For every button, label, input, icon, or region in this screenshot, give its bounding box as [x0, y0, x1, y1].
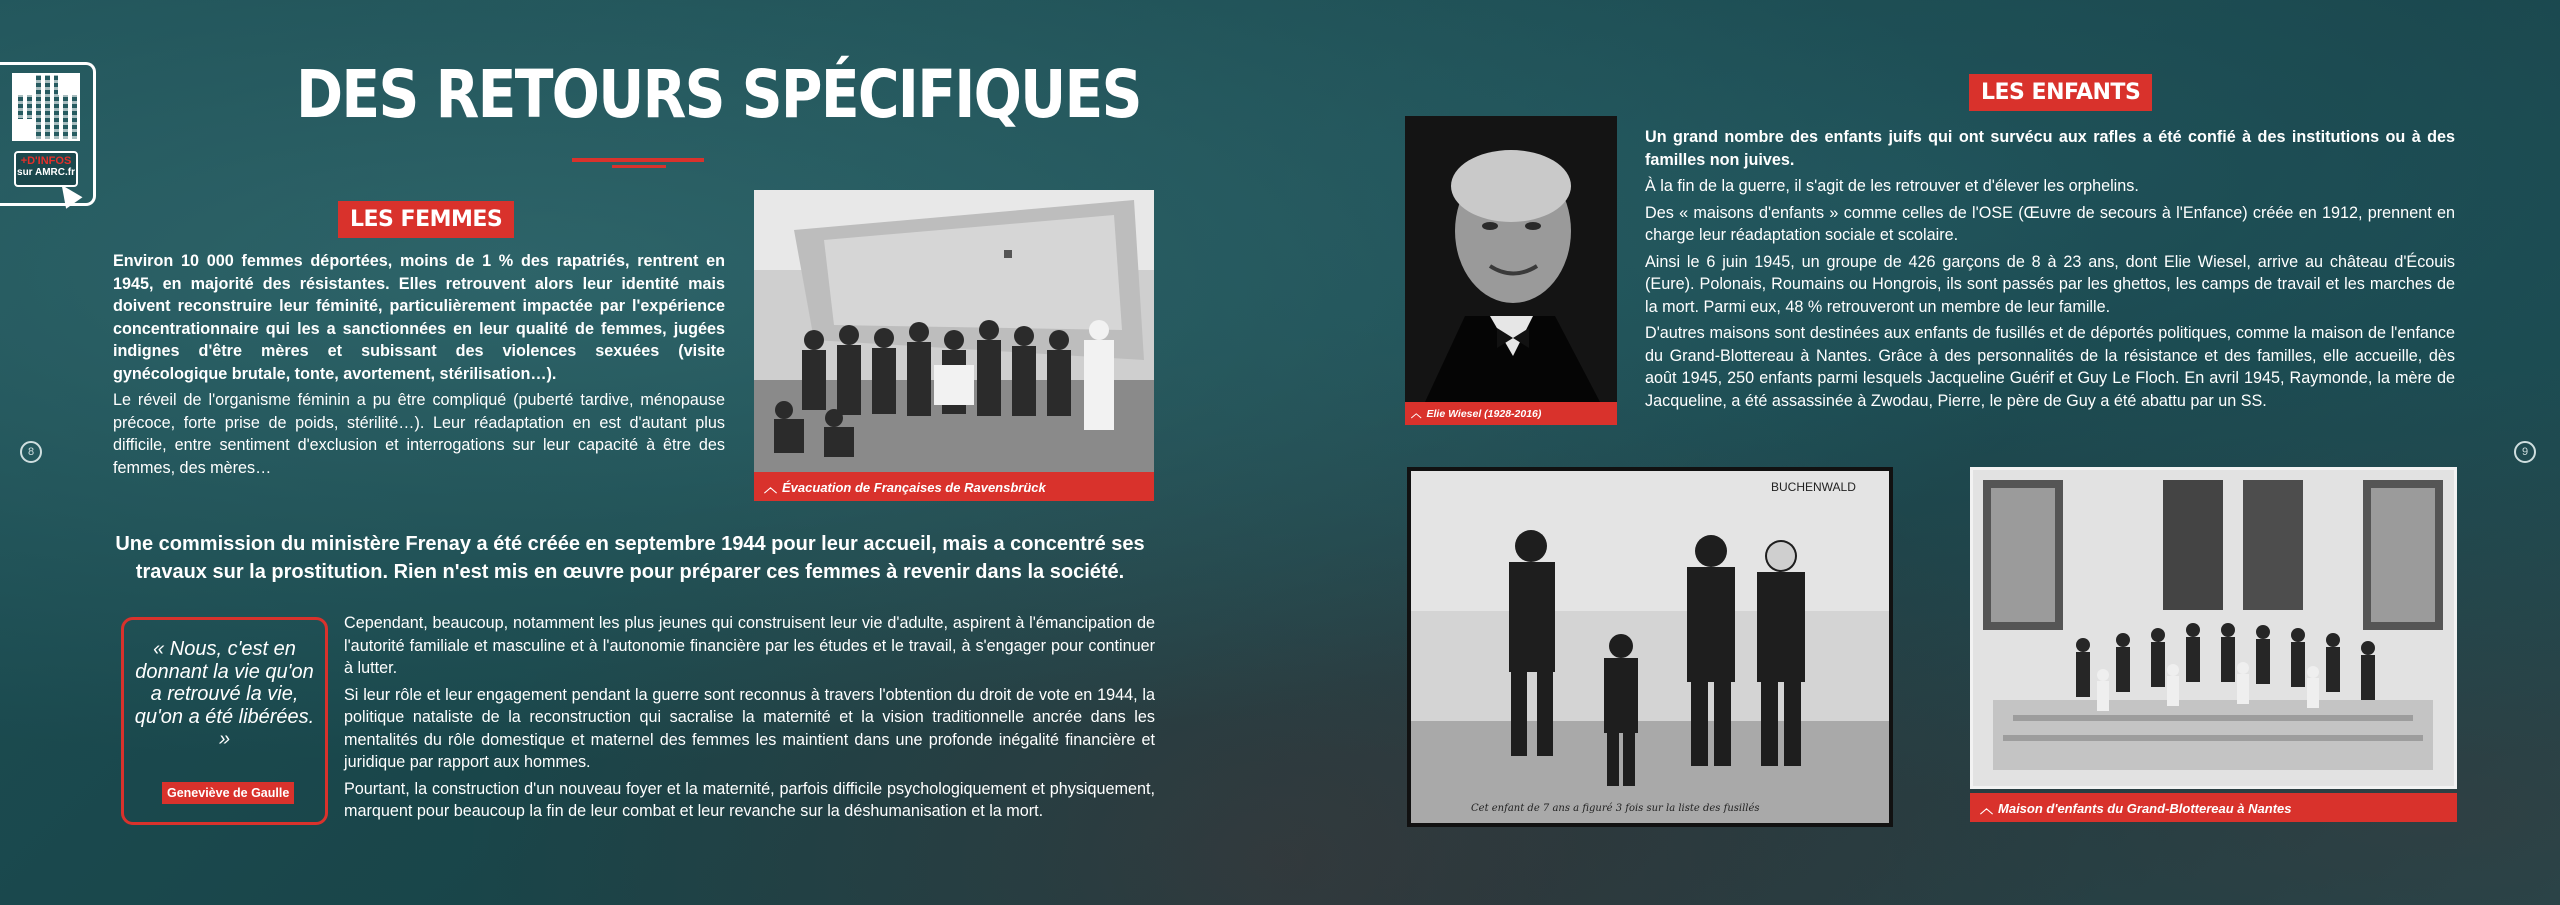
children-text — [1645, 126, 2455, 416]
page-number-right: 9 — [2514, 441, 2536, 463]
children-paragraph-5: D'autres maisons sont destinées aux enfants de fusillés et de déportés politiques, comme la maison de l'enfance du Grand-Blottereau à Nantes. Grâce à des personnalités de la résistance et des familles, elle accueille, dès août 1945, 250 enfants parmi lesquels Jacqueline Guérif et Guy Le Floch. En avril 1945, Raymonde, la mère de Jacqueline, a été assassinée à Zwodau, Pierre, le père de Guy a été abattu par un SS. — [1645, 324, 2455, 410]
women-closing-text — [344, 612, 1155, 827]
quote-text: « Nous, c'est en donnant la vie qu'on a retrouvé la vie, qu'on a été libérées. » — [134, 638, 315, 750]
section-label-children: LES ENFANTS — [1969, 74, 2152, 111]
site-label: sur AMRC.fr — [17, 166, 75, 178]
women-paragraph-3: Cependant, beaucoup, notamment les plus jeunes qui construisent leur vie d'adulte, aspirent à l'émancipation de l'autorité familiale et masculine et à l'autonomie financière par les études et le travail, à s'engager pour continuer à lutter. — [344, 614, 1155, 677]
page-title: DES RETOURS SPÉCIFIQUES — [296, 56, 1141, 133]
elie-wiesel-photo — [1405, 116, 1617, 402]
title-underline — [572, 158, 704, 162]
women-paragraph-2: Le réveil de l'organisme féminin a pu être compliqué (puberté tardive, ménopause précoce, forte prise de poids, stérilité…). Leur réadaptation en est d'autant plus difficile, entre sentiment d'exclusion et interrogations sur leur capacité à être des femmes, des mères… — [113, 391, 725, 477]
qr-info-block[interactable] — [0, 62, 96, 206]
ravensbruck-photo — [754, 190, 1154, 472]
children-paragraph-2: À la fin de la guerre, il s'agit de les retrouver et d'élever les orphelins. — [1645, 177, 2139, 195]
grand-blottereau-caption — [1970, 793, 2457, 822]
buchenwald-handwriting: Cet enfant de 7 ans a figuré 3 fois sur la liste des fusillés — [1471, 803, 1760, 814]
more-info-label: +D'INFOS — [20, 155, 72, 167]
qr-code[interactable] — [14, 75, 78, 139]
chevron-up-icon: ︿ — [1980, 801, 1994, 816]
commission-statement: Une commission du ministère Frenay a été créée en septembre 1944 pour leur accueil, mais a concentré ses travaux sur la prostitution. Rien n'est mis en œuvre pour préparer ces femmes à revenir dans la société. — [115, 533, 1145, 583]
buchenwald-photo — [1407, 467, 1893, 827]
ravensbruck-caption — [754, 472, 1154, 501]
section-label-women: LES FEMMES — [338, 201, 514, 238]
ravensbruck-caption-text: Évacuation de Françaises de Ravensbrück — [782, 480, 1046, 495]
grand-blottereau-caption-text: Maison d'enfants du Grand-Blottereau à Nantes — [1998, 801, 2292, 816]
children-paragraph-3: Des « maisons d'enfants » comme celles de l'OSE (Œuvre de secours à l'Enfance) créée en 1912, prennent en charge leur réadaptation sociale et scolaire. — [1645, 203, 2455, 244]
elie-wiesel-caption — [1405, 402, 1617, 425]
chevron-up-icon: ︿ — [1411, 408, 1422, 420]
children-intro-bold: Un grand nombre des enfants juifs qui ont survécu aux rafles a été confié à des institutions ou à des familles non juives. — [1645, 128, 2455, 169]
elie-wiesel-caption-text: Elie Wiesel (1928-2016) — [1426, 408, 1542, 420]
children-paragraph-4: Ainsi le 6 juin 1945, un groupe de 426 garçons de 8 à 23 ans, dont Elie Wiesel, arrive au château d'Écouis (Eure). Polonais, Roumains ou Hongrois, ils sont passés par les ghettos, les camps de travail et les marches de la mort. Parmi eux, 48 % retrouveront un membre de leur famille. — [1645, 252, 2455, 316]
buchenwald-label: BUCHENWALD — [1771, 480, 1856, 494]
women-intro-text — [113, 250, 725, 483]
women-intro-bold: Environ 10 000 femmes déportées, moins de 1 % des rapatriés, rentrent en 1945, en majorité des résistantes. Elles retrouvent alors leur identité mais doivent reconstruire leur féminité, particulièrement impactée par l'expérience concentrationnaire qui les a sanctionnées en leur qualité de femmes, jugées indignes d'être mères et subissant des violences sexuées (visite gynécologique brutale, tonte, avortement, stérilisation…). — [113, 252, 725, 383]
chevron-up-icon: ︿ — [764, 480, 778, 495]
page-number-left: 8 — [20, 441, 42, 463]
quote-box — [121, 617, 328, 825]
grand-blottereau-photo — [1970, 467, 2457, 789]
quote-author: Geneviève de Gaulle — [162, 782, 294, 804]
women-paragraph-5: Pourtant, la construction d'un nouveau foyer et la maternité, parfois difficile psychologiquement et physiquement, marquent pour beaucoup la fin de leur combat et leur revanche sur la déshumanisation et la mort. — [344, 779, 1155, 820]
women-paragraph-4: Si leur rôle et leur engagement pendant la guerre sont reconnus à travers l'obtention du droit de vote en 1944, la politique nataliste de la reconstruction qui sacralise la maternité et la vision traditionnelle ancrée dans les mentalités du rôle domestique et maternel des femmes les maintient dans une profonde inégalité financière et juridique par rapport aux hommes. — [344, 685, 1155, 771]
title-underline-short — [612, 165, 666, 168]
